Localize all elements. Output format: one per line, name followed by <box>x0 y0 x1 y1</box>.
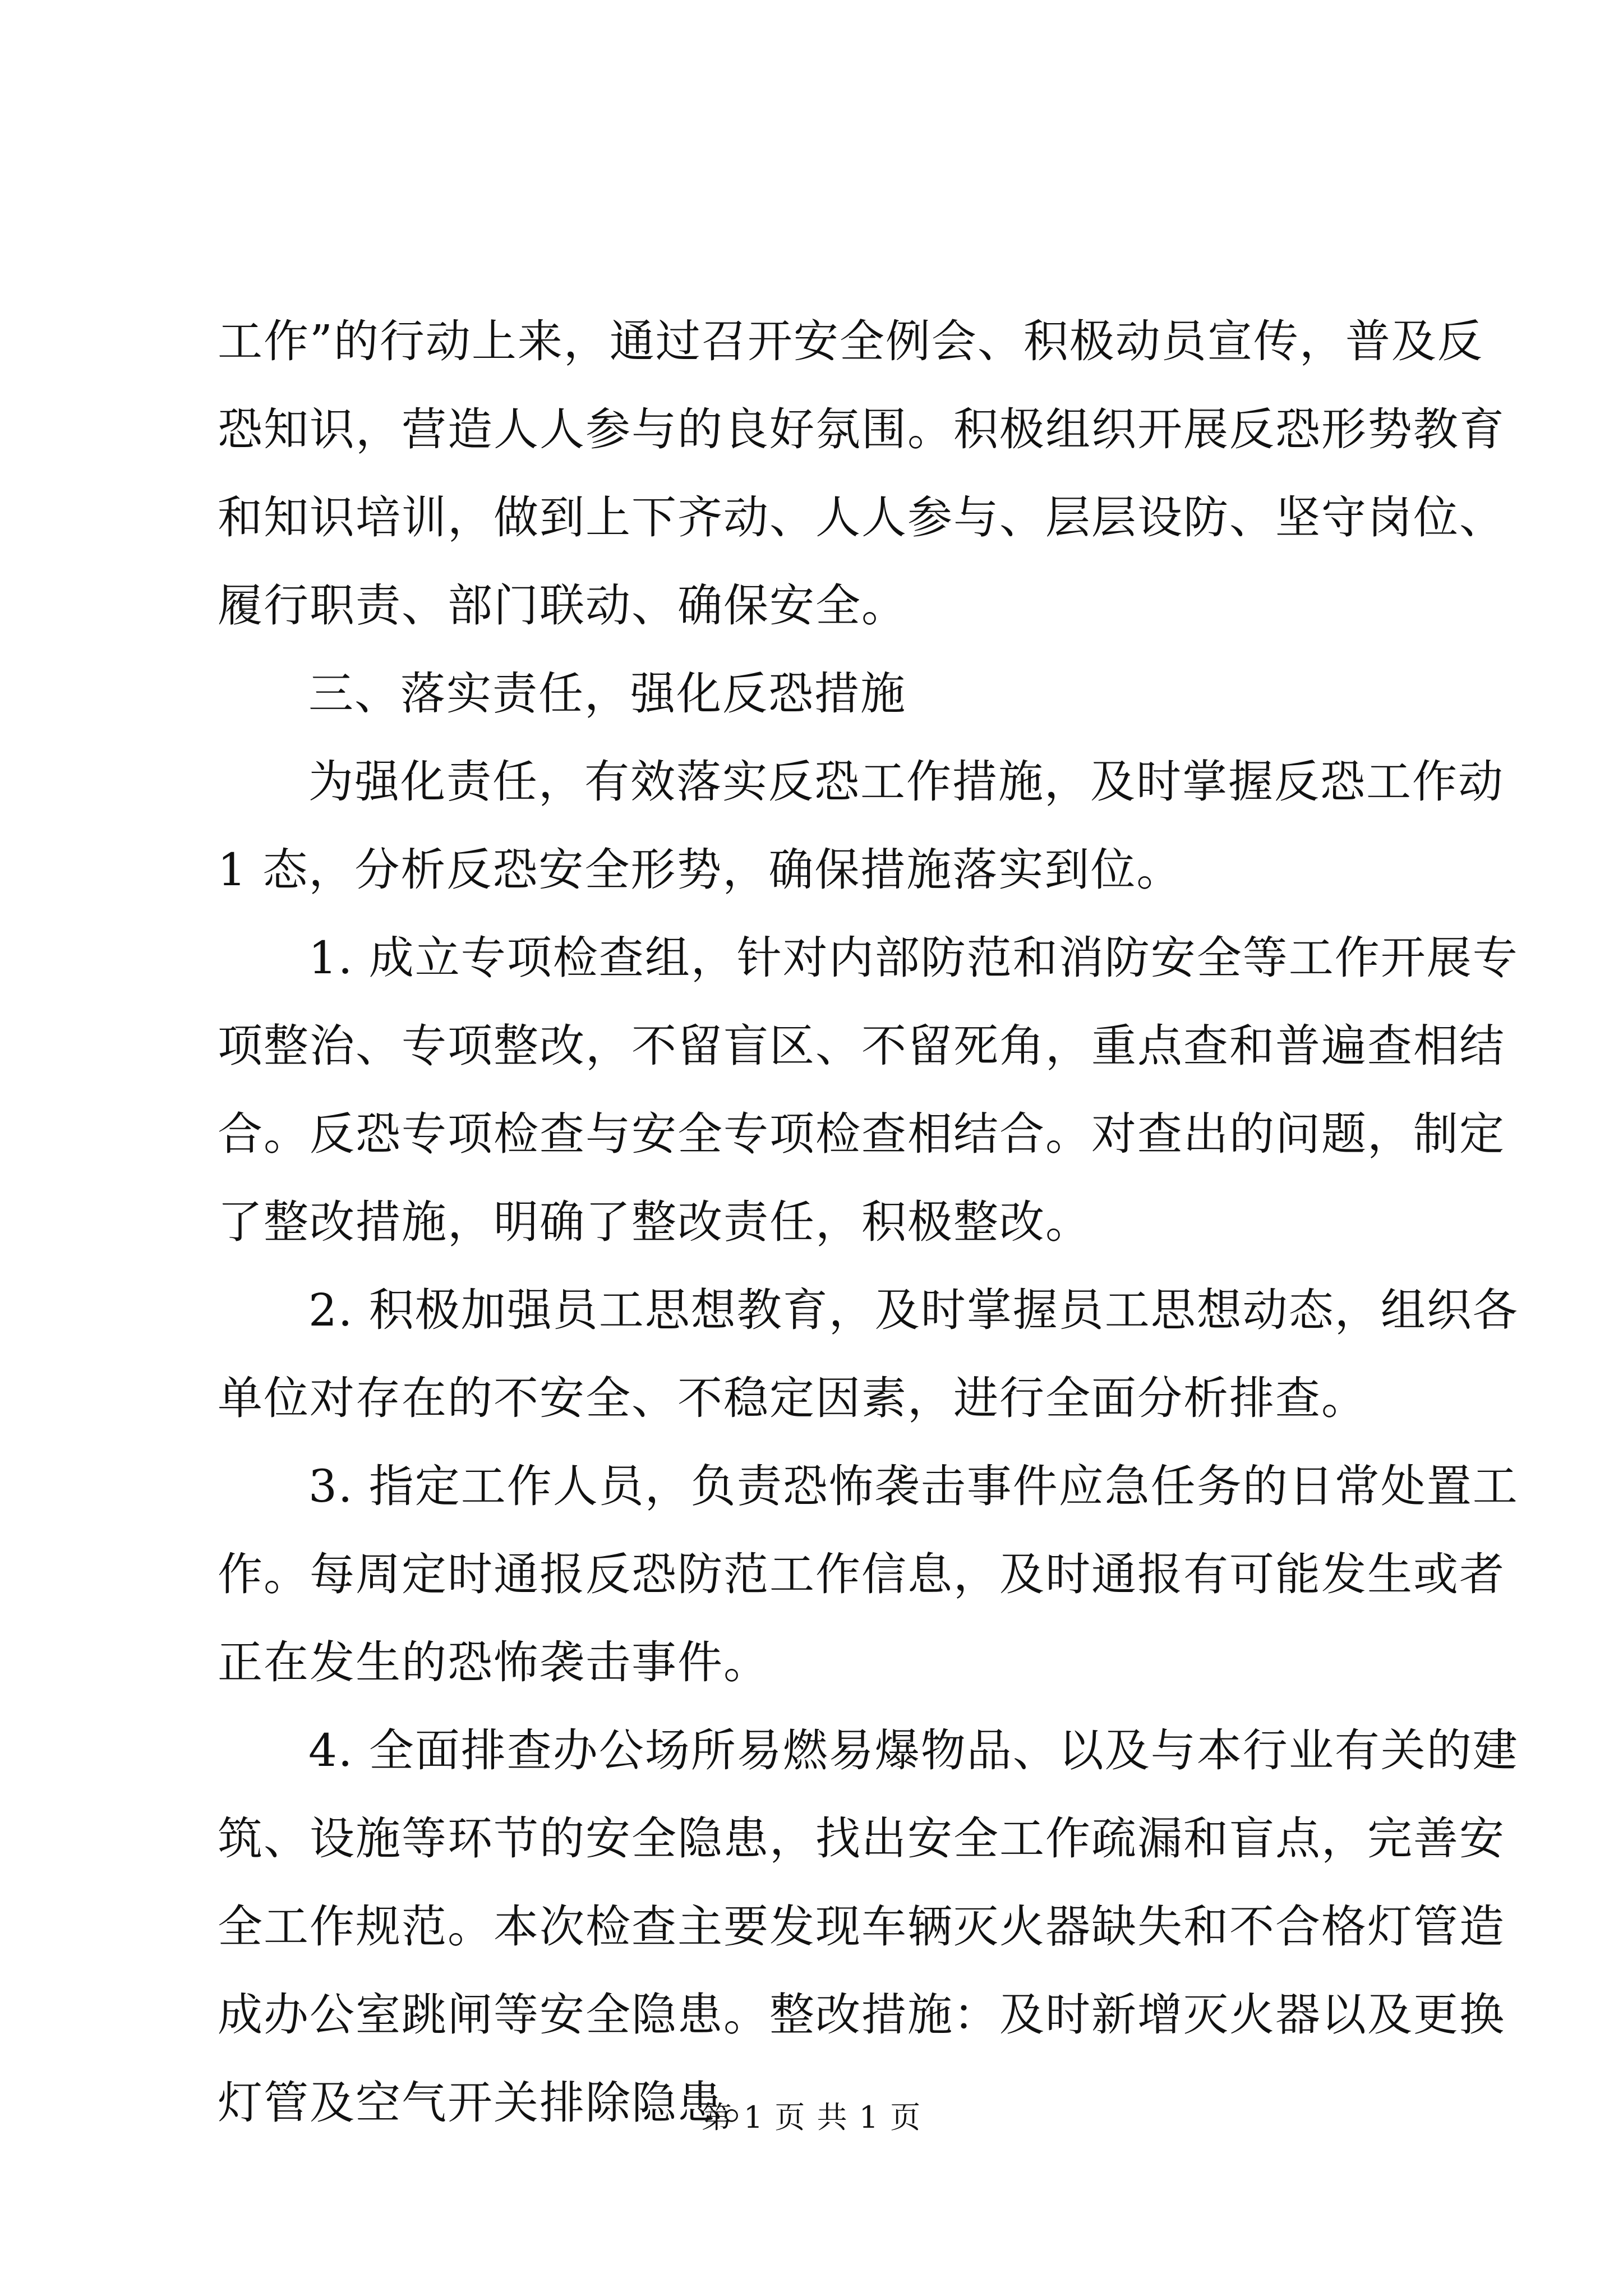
text-line: 为强化责任，有效落实反恐工作措施，及时掌握反恐工作动 <box>308 756 1504 808</box>
list-item-3-line: 作。每周定时通报反恐防范工作信息，及时通报有可能发生或者 <box>218 1548 1505 1600</box>
list-item-2-line: 单位对存在的不安全、不稳定因素，进行全面分析排查。 <box>218 1372 1367 1424</box>
list-item-1-line: 了整改措施，明确了整改责任，积极整改。 <box>218 1196 1091 1248</box>
text-line: 1 态，分析反恐安全形势，确保措施落实到位。 <box>218 844 1183 896</box>
list-item-1-line: 项整治、专项整改，不留盲区、不留死角，重点查和普遍查相结 <box>218 1020 1505 1072</box>
text-line: 和知识培训，做到上下齐动、人人参与、层层设防、坚守岗位、 <box>218 491 1505 544</box>
page-number-footer: 第 1 页 共 1 页 <box>701 2100 922 2135</box>
text-line: 恐知识，营造人人参与的良好氛围。积极组织开展反恐形势教育 <box>218 403 1505 455</box>
text-line: 履行职责、部门联动、确保安全。 <box>218 579 907 632</box>
list-item-4-line: 灯管及空气开关排除隐患。 <box>218 2077 769 2129</box>
list-item-4-line: 全工作规范。本次检查主要发现车辆灭火器缺失和不合格灯管造 <box>218 1901 1505 1953</box>
list-item-3-line: 3. 指定工作人员，负责恐怖袭击事件应急任务的日常处置工 <box>308 1460 1519 1512</box>
list-item-1-line: 合。反恐专项检查与安全专项检查相结合。对查出的问题，制定 <box>218 1108 1505 1160</box>
list-item-4-line: 4. 全面排查办公场所易燃易爆物品、以及与本行业有关的建 <box>308 1724 1519 1777</box>
list-item-1-line: 1. 成立专项检查组，针对内部防范和消防安全等工作开展专 <box>308 932 1519 984</box>
document-body <box>218 297 1519 2147</box>
list-item-3-line: 正在发生的恐怖袭击事件。 <box>218 1636 769 1688</box>
text-line: 工作”的行动上来，通过召开安全例会、积极动员宣传，普及反 <box>218 315 1483 367</box>
list-item-4-line: 成办公室跳闸等安全隐患。整改措施：及时新增灭火器以及更换 <box>218 1989 1505 2041</box>
list-item-4-line: 筑、设施等环节的安全隐患，找出安全工作疏漏和盲点，完善安 <box>218 1812 1505 1865</box>
section-heading: 三、落实责任，强化反恐措施 <box>308 668 906 720</box>
list-item-2-line: 2. 积极加强员工思想教育，及时掌握员工思想动态，组织各 <box>308 1284 1519 1336</box>
